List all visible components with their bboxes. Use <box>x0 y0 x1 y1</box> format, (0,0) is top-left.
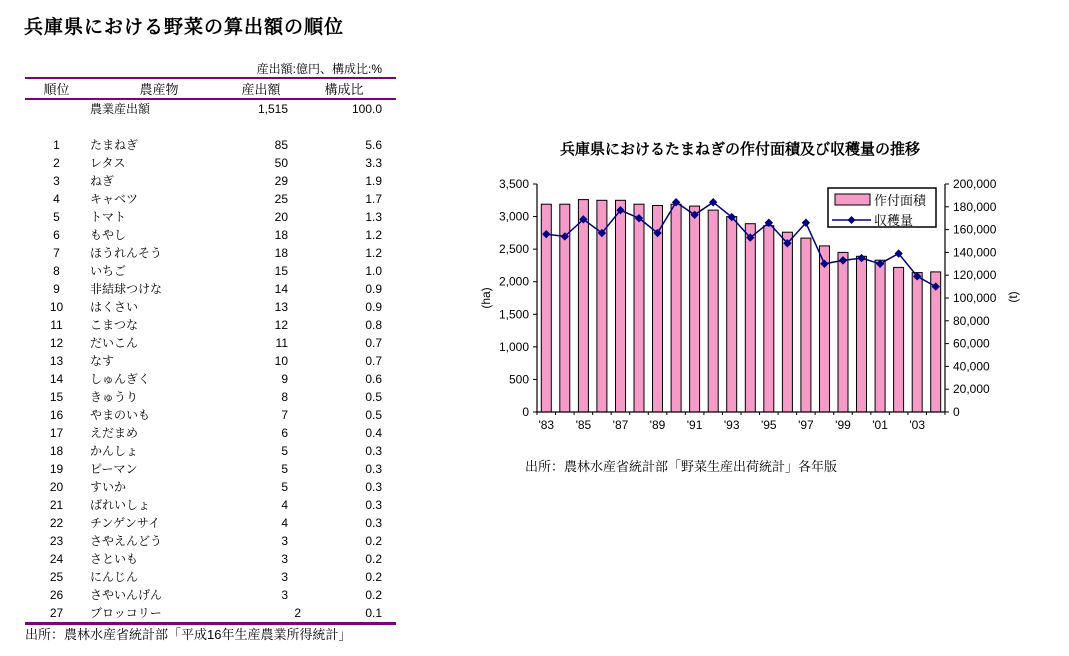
out-cell: 5 <box>281 462 288 476</box>
share-cell: 0.9 <box>365 300 382 314</box>
rank-cell: 25 <box>49 570 64 584</box>
share-cell: 1.3 <box>365 210 382 224</box>
table-row <box>25 208 396 226</box>
share-cell: 0.7 <box>365 336 382 350</box>
right-axis-tick-label: 0 <box>953 405 960 419</box>
table-row <box>25 406 396 424</box>
rank-cell: 16 <box>49 408 64 422</box>
share-cell: 1.2 <box>365 228 382 242</box>
table-row <box>25 424 396 442</box>
table-header-row <box>25 78 396 99</box>
out-cell: 6 <box>281 426 288 440</box>
rank-cell: 3 <box>53 174 60 188</box>
right-axis-tick-label: 120,000 <box>953 268 997 283</box>
out-cell: 7 <box>281 408 288 422</box>
name-cell: ほうれんそう <box>90 246 163 260</box>
rank-cell: 7 <box>53 246 60 260</box>
share-cell: 0.2 <box>365 588 382 602</box>
out-cell: 5 <box>281 444 288 458</box>
share-cell: 5.6 <box>365 138 382 152</box>
rank-cell: 11 <box>50 318 63 332</box>
name-cell: こまつな <box>90 318 139 332</box>
right-axis-tick-label: 40,000 <box>953 359 990 374</box>
legend-label-area: 作付面積 <box>874 193 927 208</box>
area-bar <box>634 204 644 412</box>
share-cell: 1.9 <box>365 174 382 188</box>
left-axis-unit-label: (ha) <box>480 287 493 309</box>
col-header-name: 農産物 <box>139 82 179 97</box>
area-bar <box>708 210 718 412</box>
legend-label-harvest: 収穫量 <box>874 213 914 228</box>
x-axis-tick-label: '99 <box>835 418 851 432</box>
rank-cell: 24 <box>49 552 64 566</box>
area-bar <box>875 260 885 412</box>
share-cell: 1.0 <box>365 264 382 278</box>
page-title: 兵庫県における野菜の算出額の順位 <box>24 17 345 38</box>
name-cell: ピーマン <box>90 462 138 476</box>
table-row <box>25 370 396 388</box>
name-cell: だいこん <box>90 336 139 350</box>
rank-cell: 8 <box>53 264 60 278</box>
table-row <box>25 172 396 190</box>
share-cell: 0.8 <box>365 318 382 332</box>
out-cell: 2 <box>294 606 301 620</box>
name-cell: いちご <box>90 264 127 278</box>
name-cell: レタス <box>90 156 126 170</box>
name-cell: さやえんどう <box>90 534 163 548</box>
table-row <box>25 550 396 568</box>
area-bar <box>820 246 830 412</box>
table-row <box>25 568 396 586</box>
table-row <box>25 478 396 496</box>
chart-source: 出所：農林水産省統計部「野菜生産出荷統計」各年版 <box>525 459 838 474</box>
name-cell: すいか <box>90 480 127 494</box>
name-cell: 農業産出額 <box>90 102 151 116</box>
x-axis-tick-label: '85 <box>575 418 592 432</box>
name-cell: トマト <box>90 210 127 224</box>
name-cell: にんじん <box>90 570 139 584</box>
rank-cell: 15 <box>49 390 64 404</box>
rank-cell: 10 <box>49 300 64 314</box>
area-bar <box>727 217 737 412</box>
rank-cell: 5 <box>53 210 60 224</box>
out-cell: 20 <box>274 210 288 224</box>
table-row <box>25 388 396 406</box>
left-axis-tick-label: 1,500 <box>498 307 529 322</box>
out-cell: 9 <box>281 372 288 386</box>
area-bar <box>838 252 848 412</box>
share-cell: 0.2 <box>365 534 382 548</box>
out-cell: 4 <box>281 516 288 530</box>
out-cell: 3 <box>281 552 288 566</box>
left-axis-tick-label: 3,500 <box>498 177 529 191</box>
area-bar <box>745 224 755 412</box>
right-axis-tick-label: 20,000 <box>953 382 990 397</box>
table-row <box>25 99 396 118</box>
x-axis-tick-label: '03 <box>909 418 926 432</box>
rank-cell: 9 <box>53 282 60 296</box>
x-axis-tick-label: '89 <box>649 418 666 432</box>
area-bar <box>857 256 867 412</box>
rank-cell: 13 <box>49 354 64 368</box>
table-row <box>25 244 396 262</box>
name-cell: ブロッコリー <box>90 606 162 620</box>
table-row <box>25 190 396 208</box>
area-bar <box>764 226 774 412</box>
x-axis-tick-label: '91 <box>686 418 703 432</box>
out-cell: 29 <box>274 174 288 188</box>
left-axis-tick-label: 0 <box>522 405 529 419</box>
col-header-rank: 順位 <box>43 82 70 97</box>
rank-cell: 12 <box>49 336 64 350</box>
share-cell: 0.6 <box>365 372 382 386</box>
name-cell: もやし <box>90 228 127 242</box>
name-cell: 非結球つけな <box>90 282 163 296</box>
right-axis-tick-label: 160,000 <box>953 222 997 237</box>
right-axis-tick-label: 60,000 <box>953 336 990 351</box>
out-cell: 3 <box>281 570 288 584</box>
table-row <box>25 460 396 478</box>
out-cell: 13 <box>274 300 288 314</box>
area-bar <box>801 238 811 412</box>
name-cell: はくさい <box>90 300 139 314</box>
share-cell: 0.3 <box>365 462 382 476</box>
out-cell: 4 <box>281 498 288 512</box>
name-cell: きゅうり <box>90 390 139 404</box>
rank-cell: 20 <box>49 480 64 494</box>
left-axis-tick-label: 2,500 <box>498 242 529 257</box>
name-cell: ねぎ <box>90 174 115 188</box>
table-row <box>25 514 396 532</box>
rank-cell: 18 <box>49 444 64 458</box>
rank-cell: 6 <box>53 228 60 242</box>
table-row <box>25 280 396 298</box>
area-bar <box>578 200 588 412</box>
x-axis-tick-label: '83 <box>538 418 555 432</box>
x-axis-tick-label: '01 <box>872 418 888 432</box>
legend-bar-swatch <box>835 194 870 205</box>
rank-cell: 27 <box>49 606 64 620</box>
area-bar <box>894 267 904 412</box>
area-bar <box>690 206 700 412</box>
table-row <box>25 136 396 154</box>
name-cell: しゅんぎく <box>90 372 151 386</box>
right-axis-tick-label: 140,000 <box>953 245 997 260</box>
out-cell: 18 <box>274 228 288 242</box>
out-cell: 11 <box>275 336 288 350</box>
left-axis-tick-label: 500 <box>508 372 529 387</box>
table-row <box>25 316 396 334</box>
out-cell: 14 <box>274 282 288 296</box>
rank-cell: 19 <box>49 462 64 476</box>
right-axis-tick-label: 200,000 <box>953 177 997 191</box>
share-cell: 0.3 <box>365 498 382 512</box>
rank-cell: 26 <box>49 588 64 602</box>
table-row <box>25 586 396 604</box>
share-cell: 1.7 <box>365 192 382 206</box>
rank-cell: 17 <box>49 426 64 440</box>
chart-title: 兵庫県におけるたまねぎの作付面積及び収穫量の推移 <box>559 141 920 158</box>
table-row <box>25 496 396 514</box>
left-axis-tick-label: 3,000 <box>498 209 529 224</box>
table-row <box>25 532 396 550</box>
rank-cell: 14 <box>49 372 64 386</box>
share-cell: 0.9 <box>365 282 382 296</box>
share-cell: 0.5 <box>365 408 382 422</box>
share-cell: 0.3 <box>365 444 382 458</box>
out-cell: 10 <box>274 354 288 368</box>
out-cell: 3 <box>281 588 288 602</box>
share-cell: 0.4 <box>365 426 382 440</box>
share-cell: 0.3 <box>365 516 382 530</box>
right-axis-unit-label: (t) <box>1006 291 1020 303</box>
share-cell: 0.5 <box>365 390 382 404</box>
table-row <box>25 334 396 352</box>
share-cell: 0.2 <box>365 552 382 566</box>
out-cell: 18 <box>274 246 288 260</box>
ranking-table-section <box>25 77 396 625</box>
rank-cell: 22 <box>49 516 64 530</box>
share-cell: 0.7 <box>365 354 382 368</box>
out-cell: 8 <box>281 390 288 404</box>
name-cell: チンゲンサイ <box>90 516 161 530</box>
ranking-table <box>25 77 396 625</box>
rank-cell: 23 <box>49 534 64 548</box>
table-row <box>25 352 396 370</box>
area-bar <box>782 232 792 412</box>
right-axis-tick-label: 180,000 <box>953 199 997 214</box>
area-bar <box>912 273 922 412</box>
left-axis-tick-label: 2,000 <box>498 274 529 289</box>
share-cell: 0.1 <box>365 606 382 620</box>
table-row <box>25 262 396 280</box>
out-cell: 5 <box>281 480 288 494</box>
unit-note: 産出額:億円、構成比:% <box>256 62 382 76</box>
col-header-output: 産出額 <box>241 82 281 97</box>
share-cell: 3.3 <box>365 156 382 170</box>
table-row <box>25 442 396 460</box>
rank-cell: 4 <box>53 192 60 206</box>
name-cell: なす <box>90 354 115 368</box>
col-header-share: 構成比 <box>324 82 364 97</box>
right-axis-tick-label: 100,000 <box>953 291 997 305</box>
table-row <box>25 298 396 316</box>
x-axis-tick-label: '93 <box>723 418 740 432</box>
table-row <box>25 604 396 624</box>
table-row <box>25 154 396 172</box>
name-cell: かんしょ <box>90 444 139 458</box>
chart-section <box>480 130 1069 450</box>
spacer-row <box>25 118 396 136</box>
x-axis-tick-label: '95 <box>760 418 777 432</box>
rank-cell: 1 <box>53 138 60 152</box>
left-axis-tick-label: 1,000 <box>498 339 529 354</box>
rank-cell: 21 <box>49 498 64 512</box>
table-row <box>25 226 396 244</box>
name-cell: さやいんげん <box>90 588 163 602</box>
right-axis-tick-label: 80,000 <box>953 313 990 328</box>
name-cell: キャベツ <box>90 192 139 206</box>
table-source: 出所：農林水産省統計部「平成16年生産農業所得統計」 <box>25 627 352 642</box>
out-cell: 50 <box>274 156 288 170</box>
name-cell: たまねぎ <box>90 138 139 152</box>
rank-cell <box>25 99 88 118</box>
name-cell: やまのいも <box>90 408 151 422</box>
out-cell: 1,515 <box>257 102 288 116</box>
x-axis-tick-label: '87 <box>612 418 629 432</box>
out-cell: 3 <box>281 534 288 548</box>
out-cell: 85 <box>274 138 288 152</box>
name-cell: さといも <box>90 552 139 566</box>
area-bar <box>931 272 941 412</box>
out-cell: 25 <box>274 192 288 206</box>
x-axis-tick-label: '97 <box>798 418 814 432</box>
share-cell: 100.0 <box>351 102 382 116</box>
area-bar <box>671 204 681 412</box>
share-cell: 1.2 <box>365 246 382 260</box>
out-cell: 12 <box>274 318 288 332</box>
share-cell: 0.2 <box>365 570 382 584</box>
name-cell: ばれいしょ <box>90 498 151 512</box>
rank-cell: 2 <box>53 156 60 170</box>
out-cell: 15 <box>274 264 288 278</box>
name-cell: えだまめ <box>90 426 139 440</box>
onion-area-harvest-chart <box>480 130 1069 450</box>
share-cell: 0.3 <box>365 480 382 494</box>
area-bar <box>616 200 626 412</box>
